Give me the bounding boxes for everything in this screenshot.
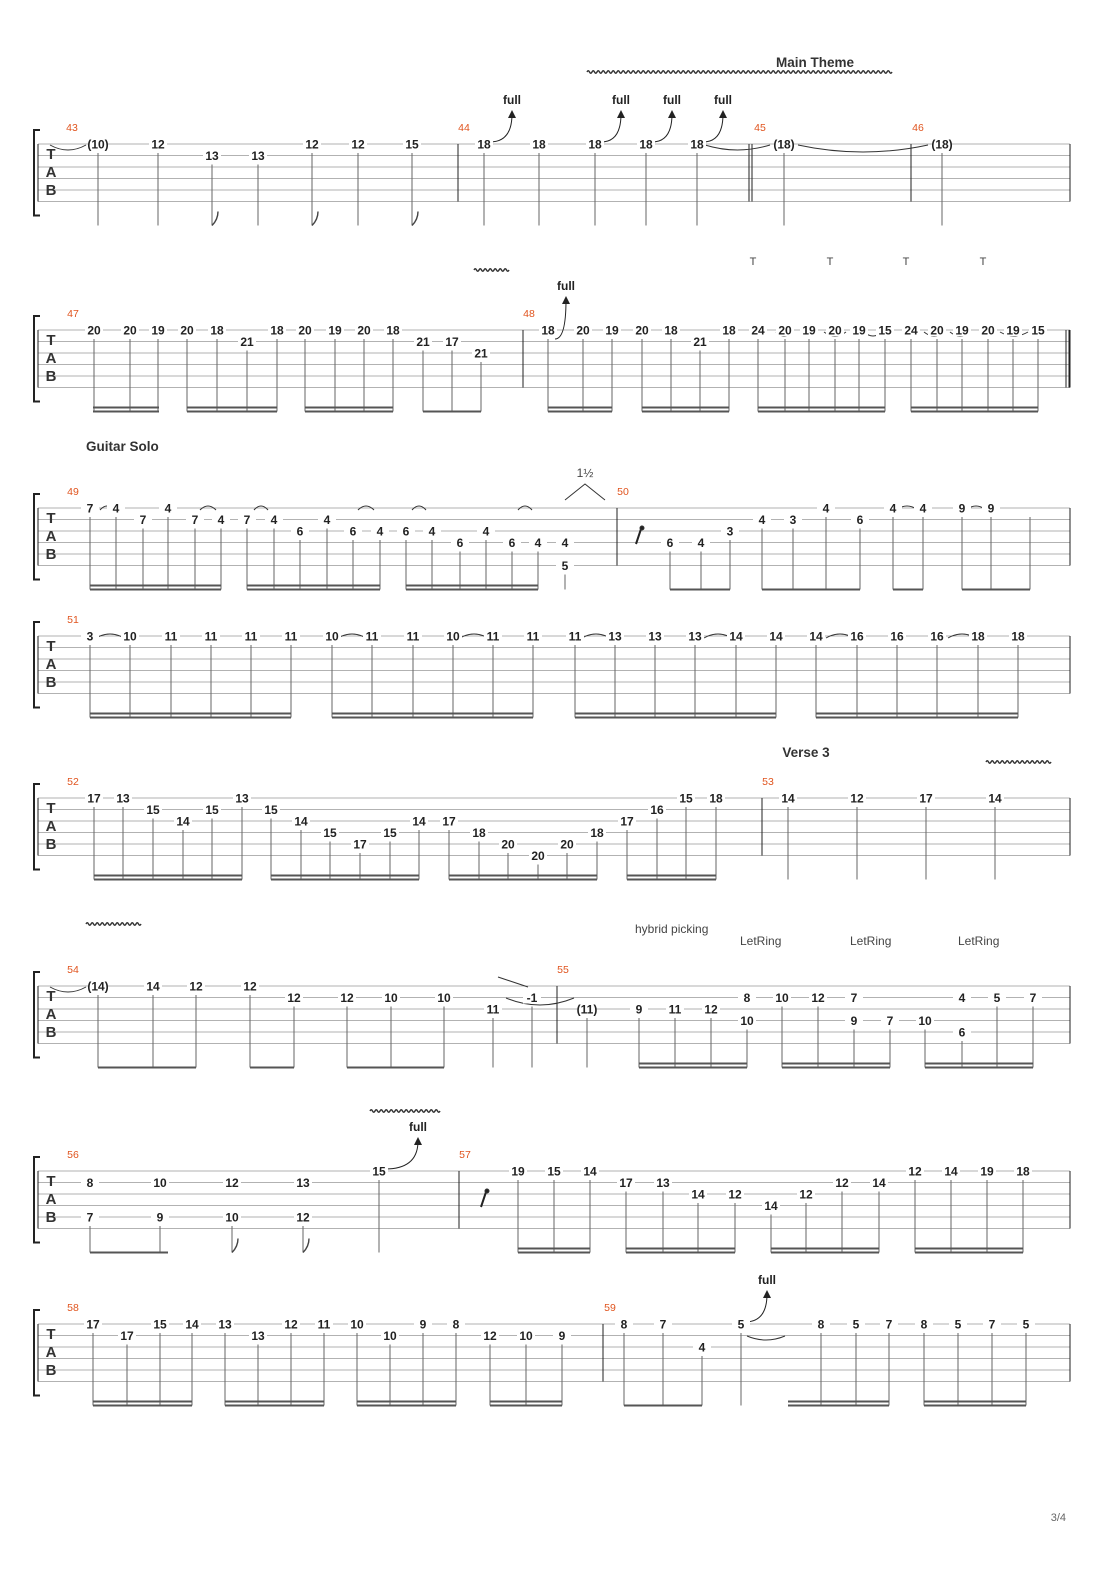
fret-number: 18 bbox=[532, 137, 546, 152]
fret-number: 7 bbox=[86, 1210, 94, 1225]
tap-marker: T bbox=[902, 256, 910, 268]
fret-number: 13 bbox=[251, 149, 265, 163]
tab-clef-b: B bbox=[45, 546, 57, 563]
fret-number: 17 bbox=[120, 1329, 134, 1343]
fret-number: 12 bbox=[835, 1176, 849, 1190]
fret-number: 12 bbox=[351, 137, 365, 152]
fret-number: 17 bbox=[619, 1176, 633, 1190]
tab-clef-a: A bbox=[45, 1344, 57, 1361]
fret-number: 10 bbox=[383, 1329, 397, 1343]
fret-number: 11 bbox=[486, 1002, 500, 1017]
tap-marker: T bbox=[749, 256, 757, 268]
fret-number: 4 bbox=[164, 501, 172, 516]
fret-number: 15 bbox=[372, 1164, 386, 1179]
fret-number: 18 bbox=[690, 137, 704, 152]
fret-number: 15 bbox=[146, 803, 160, 817]
fret-number: 12 bbox=[483, 1329, 497, 1343]
fret-number: 21 bbox=[416, 335, 430, 349]
measure-number: 57 bbox=[459, 1149, 471, 1161]
fret-number: 19 bbox=[511, 1164, 525, 1179]
fret-number: 10 bbox=[225, 1210, 239, 1225]
bend-label: full bbox=[758, 1273, 776, 1287]
measure-number: 54 bbox=[67, 964, 79, 976]
fret-number: 19 bbox=[605, 323, 619, 338]
fret-number: 19 bbox=[328, 323, 342, 338]
fret-number: 18 bbox=[477, 137, 491, 152]
tab-clef-b: B bbox=[45, 1362, 57, 1379]
tap-marker: T bbox=[979, 256, 987, 268]
tab-clef-b: B bbox=[45, 836, 57, 853]
fret-number: 15 bbox=[1031, 323, 1045, 338]
note-flag bbox=[312, 212, 318, 226]
bend-label: full bbox=[612, 93, 630, 107]
bend-arrow bbox=[385, 1141, 418, 1169]
fret-number: 12 bbox=[296, 1210, 310, 1225]
fret-number: 6 bbox=[508, 536, 516, 550]
section-title-guitar-solo: Guitar Solo bbox=[86, 439, 159, 454]
measure-number: 45 bbox=[754, 122, 766, 134]
fret-number: 20 bbox=[778, 323, 792, 338]
fret-number: 20 bbox=[531, 849, 545, 863]
fret-number: 6 bbox=[856, 513, 864, 527]
fret-number: 15 bbox=[153, 1317, 167, 1332]
fret-number: 6 bbox=[958, 1025, 966, 1040]
fret-number: 9 bbox=[156, 1210, 164, 1225]
fret-number: 20 bbox=[560, 837, 574, 852]
fret-number: 12 bbox=[287, 991, 301, 1005]
tab-clef-b: B bbox=[45, 182, 57, 199]
fret-number: 14 bbox=[809, 629, 823, 644]
fret-number: 18 bbox=[664, 323, 678, 338]
tab-clef-a: A bbox=[45, 1006, 57, 1023]
fret-number: 12 bbox=[340, 991, 354, 1005]
fret-number: 16 bbox=[650, 803, 664, 817]
fret-number: 17 bbox=[445, 335, 459, 349]
fret-number: 16 bbox=[890, 629, 904, 644]
fret-number: 19 bbox=[955, 323, 969, 338]
release-line bbox=[498, 977, 528, 987]
fret-number: 11 bbox=[284, 629, 298, 644]
fret-number: 8 bbox=[452, 1317, 460, 1332]
let-ring-label: LetRing bbox=[740, 934, 782, 948]
fret-number: 12 bbox=[243, 979, 257, 994]
fret-number: 12 bbox=[704, 1002, 718, 1017]
fret-number: 15 bbox=[264, 803, 278, 817]
fret-number: 10 bbox=[519, 1329, 533, 1343]
measure-number: 52 bbox=[67, 776, 79, 788]
fret-number: 15 bbox=[405, 137, 419, 152]
fret-number: 10 bbox=[918, 1014, 932, 1028]
fret-number: 18 bbox=[1011, 629, 1025, 644]
fret-number: 13 bbox=[296, 1176, 310, 1190]
fret-number: 10 bbox=[153, 1176, 167, 1190]
fret-number: 6 bbox=[296, 524, 304, 539]
fret-number: 11 bbox=[365, 629, 379, 644]
fret-number: 10 bbox=[446, 629, 460, 644]
fret-number: 11 bbox=[406, 629, 420, 644]
fret-number: 4 bbox=[561, 536, 569, 550]
fret-number: 15 bbox=[383, 826, 397, 840]
fret-number: 4 bbox=[958, 991, 966, 1005]
fret-number: 20 bbox=[123, 323, 137, 338]
fret-number: 14 bbox=[872, 1176, 886, 1190]
fret-number: 10 bbox=[325, 629, 339, 644]
fret-number: 18 bbox=[971, 629, 985, 644]
fret-number: 14 bbox=[294, 814, 308, 829]
fret-number: 4 bbox=[217, 513, 225, 527]
fret-number: 20 bbox=[357, 323, 371, 338]
fret-number: 14 bbox=[729, 629, 743, 644]
tab-clef-b: B bbox=[45, 1209, 57, 1226]
fret-number: 12 bbox=[151, 137, 165, 152]
fret-number: 10 bbox=[123, 629, 137, 644]
fret-number: 10 bbox=[350, 1317, 364, 1332]
tab-clef-a: A bbox=[45, 350, 57, 367]
fret-number: 19 bbox=[1006, 323, 1020, 338]
fret-number: 15 bbox=[547, 1164, 561, 1179]
fret-number: 17 bbox=[86, 1317, 100, 1332]
fret-number: 14 bbox=[988, 791, 1002, 806]
fret-number: 9 bbox=[558, 1329, 566, 1343]
fret-number: 12 bbox=[728, 1187, 742, 1202]
bend-label: full bbox=[714, 93, 732, 107]
fret-number: 7 bbox=[886, 1014, 894, 1028]
fret-number: 7 bbox=[243, 513, 251, 527]
hybrid-picking-label: hybrid picking bbox=[635, 922, 709, 936]
fret-number: 14 bbox=[764, 1199, 778, 1213]
fret-number: 10 bbox=[775, 991, 789, 1005]
section-title-verse-3: Verse 3 bbox=[782, 745, 830, 760]
fret-number: 17 bbox=[620, 814, 634, 829]
fret-number: 12 bbox=[189, 979, 203, 994]
fret-number: 15 bbox=[878, 323, 892, 338]
measure-number: 49 bbox=[67, 486, 79, 498]
vibrato-wave bbox=[474, 269, 509, 272]
measure-number: 47 bbox=[67, 308, 79, 320]
bend-amount: 1½ bbox=[576, 466, 594, 480]
fret-number: 7 bbox=[139, 513, 147, 527]
fret-number: 15 bbox=[323, 826, 337, 840]
tab-clef-a: A bbox=[45, 164, 57, 181]
measure-number: 43 bbox=[66, 122, 78, 134]
measure-number: 51 bbox=[67, 614, 79, 626]
measure-number: 50 bbox=[617, 486, 629, 498]
fret-number: 9 bbox=[987, 501, 995, 516]
fret-number: 13 bbox=[218, 1317, 232, 1332]
tab-clef-a: A bbox=[45, 528, 57, 545]
fret-number: 8 bbox=[920, 1317, 928, 1332]
fret-number: 7 bbox=[659, 1317, 667, 1332]
fret-number: 14 bbox=[146, 979, 160, 994]
vibrato-wave-main bbox=[587, 71, 892, 74]
fret-number: 4 bbox=[376, 524, 384, 539]
fret-number: 14 bbox=[176, 814, 190, 829]
fret-number: 13 bbox=[205, 149, 219, 163]
tie-slur bbox=[747, 1336, 785, 1340]
fret-number: (11) bbox=[576, 1002, 598, 1017]
measure-number: 55 bbox=[557, 964, 569, 976]
fret-number: 4 bbox=[697, 536, 705, 550]
fret-number: 12 bbox=[799, 1187, 813, 1202]
tie-slur bbox=[798, 145, 928, 152]
fret-number: 7 bbox=[850, 991, 858, 1005]
fret-number: 11 bbox=[204, 629, 218, 644]
fret-number: 4 bbox=[534, 536, 542, 550]
fret-number: 18 bbox=[270, 323, 284, 338]
tab-clef-t: T bbox=[46, 1326, 56, 1343]
bend-caret bbox=[565, 484, 605, 500]
fret-number: 4 bbox=[698, 1340, 706, 1355]
fret-number: 18 bbox=[1016, 1164, 1030, 1179]
tab-clef-a: A bbox=[45, 1191, 57, 1208]
staff-sys1 bbox=[34, 130, 1070, 216]
tab-clef-b: B bbox=[45, 1024, 57, 1041]
fret-number: 7 bbox=[988, 1317, 996, 1332]
fret-number: 13 bbox=[251, 1329, 265, 1343]
fret-number: 20 bbox=[501, 837, 515, 852]
fret-number: 13 bbox=[656, 1176, 670, 1190]
fret-number: 6 bbox=[349, 524, 357, 539]
vibrato-wave bbox=[986, 761, 1051, 764]
measure-number: 58 bbox=[67, 1302, 79, 1314]
fret-number: 11 bbox=[164, 629, 178, 644]
fret-number: 12 bbox=[850, 791, 864, 806]
fret-number: 7 bbox=[191, 513, 199, 527]
fret-number: 15 bbox=[205, 803, 219, 817]
fret-number: 17 bbox=[919, 791, 933, 806]
vibrato-wave bbox=[370, 1110, 440, 1113]
fret-number: 4 bbox=[112, 501, 120, 516]
fret-number: 20 bbox=[828, 323, 842, 338]
fret-number: (14) bbox=[87, 979, 109, 994]
fret-number: 24 bbox=[751, 323, 765, 338]
fret-number: 5 bbox=[561, 559, 569, 573]
fret-number: 13 bbox=[116, 791, 130, 806]
fret-number: 11 bbox=[568, 629, 582, 644]
measure-number: 48 bbox=[523, 308, 535, 320]
tab-clef-t: T bbox=[46, 800, 56, 817]
section-title-main-theme: Main Theme bbox=[775, 55, 855, 70]
tie-slur bbox=[705, 145, 770, 150]
fret-number: 4 bbox=[270, 513, 278, 527]
tap-marker: T bbox=[826, 256, 834, 268]
measure-number: 59 bbox=[604, 1302, 616, 1314]
fret-number: 18 bbox=[210, 323, 224, 338]
measure-number: 44 bbox=[458, 122, 470, 134]
fret-number: 11 bbox=[317, 1317, 331, 1332]
fret-number: 16 bbox=[850, 629, 864, 644]
fret-number: 24 bbox=[904, 323, 918, 338]
fret-number: 5 bbox=[954, 1317, 962, 1332]
tab-clef-t: T bbox=[46, 332, 56, 349]
fret-number: 14 bbox=[185, 1317, 199, 1332]
fret-number: 13 bbox=[688, 629, 702, 644]
fret-number: 17 bbox=[353, 837, 367, 852]
fret-number: 4 bbox=[889, 501, 897, 516]
fret-number: 8 bbox=[620, 1317, 628, 1332]
fret-number: 6 bbox=[402, 524, 410, 539]
measure-number: 56 bbox=[67, 1149, 79, 1161]
measure-number: 53 bbox=[762, 776, 774, 788]
bend-arrow bbox=[490, 114, 512, 142]
fret-number: 13 bbox=[648, 629, 662, 644]
fret-number: 19 bbox=[852, 323, 866, 338]
fret-number: 15 bbox=[679, 791, 693, 806]
note-flag bbox=[232, 1239, 238, 1253]
fret-number: 12 bbox=[305, 137, 319, 152]
fret-number: 11 bbox=[526, 629, 540, 644]
rest-dot bbox=[640, 526, 644, 530]
let-ring-label: LetRing bbox=[958, 934, 1000, 948]
fret-number: 20 bbox=[180, 323, 194, 338]
fret-number: 16 bbox=[930, 629, 944, 644]
fret-number: 5 bbox=[1022, 1317, 1030, 1332]
fret-number: 21 bbox=[240, 335, 254, 349]
fret-number: 14 bbox=[781, 791, 795, 806]
fret-number: 4 bbox=[428, 524, 436, 539]
staff-sys4 bbox=[34, 622, 1070, 708]
fret-number: 14 bbox=[944, 1164, 958, 1179]
fret-number: 20 bbox=[981, 323, 995, 338]
fret-number: 12 bbox=[225, 1176, 239, 1190]
fret-number: 17 bbox=[442, 814, 456, 829]
bend-label: full bbox=[409, 1120, 427, 1134]
fret-number: 18 bbox=[588, 137, 602, 152]
fret-number: 11 bbox=[486, 629, 500, 644]
fret-number: 5 bbox=[737, 1317, 745, 1332]
fret-number: (10) bbox=[87, 137, 109, 152]
fret-number: 20 bbox=[576, 323, 590, 338]
fret-number: 9 bbox=[958, 501, 966, 516]
page-number: 3/4 bbox=[1050, 1512, 1066, 1524]
fret-number: 11 bbox=[668, 1002, 682, 1017]
tab-clef-t: T bbox=[46, 510, 56, 527]
fret-number: 3 bbox=[86, 629, 94, 644]
tab-clef-t: T bbox=[46, 638, 56, 655]
fret-number: 7 bbox=[885, 1317, 893, 1332]
fret-number: 18 bbox=[722, 323, 736, 338]
tab-clef-t: T bbox=[46, 988, 56, 1005]
fret-number: 21 bbox=[474, 346, 488, 361]
fret-number: 20 bbox=[930, 323, 944, 338]
tab-clef-b: B bbox=[45, 674, 57, 691]
fret-number: 5 bbox=[852, 1317, 860, 1332]
fret-number: 9 bbox=[635, 1002, 643, 1017]
fret-number: 18 bbox=[709, 791, 723, 806]
note-flag bbox=[212, 212, 218, 226]
fret-number: 7 bbox=[86, 501, 94, 516]
fret-number: -1 bbox=[526, 991, 538, 1005]
fret-number: 9 bbox=[850, 1014, 858, 1028]
fret-number: 4 bbox=[323, 513, 331, 527]
fret-number: (18) bbox=[773, 137, 795, 152]
fret-number: 12 bbox=[908, 1164, 922, 1179]
fret-number: 19 bbox=[980, 1164, 994, 1179]
fret-number: 18 bbox=[590, 826, 604, 840]
tab-clef-a: A bbox=[45, 818, 57, 835]
fret-number: 18 bbox=[541, 323, 555, 338]
fret-number: 14 bbox=[769, 629, 783, 644]
fret-number: 3 bbox=[726, 524, 734, 539]
fret-number: 7 bbox=[1029, 991, 1037, 1005]
fret-number: 6 bbox=[666, 536, 674, 550]
fret-number: 6 bbox=[456, 536, 464, 550]
fret-number: 19 bbox=[151, 323, 165, 338]
note-flag bbox=[412, 212, 418, 226]
rest-dot bbox=[485, 1189, 489, 1193]
fret-number: 20 bbox=[298, 323, 312, 338]
fret-number: 8 bbox=[86, 1176, 94, 1190]
fret-number: 19 bbox=[802, 323, 816, 338]
fret-number: 18 bbox=[386, 323, 400, 338]
fret-number: 18 bbox=[472, 826, 486, 840]
fret-number: 18 bbox=[639, 137, 653, 152]
fret-number: 12 bbox=[284, 1317, 298, 1332]
fret-number: 17 bbox=[87, 791, 101, 806]
fret-number: 10 bbox=[384, 991, 398, 1005]
fret-number: 20 bbox=[87, 323, 101, 338]
bend-label: full bbox=[663, 93, 681, 107]
fret-number: 5 bbox=[993, 991, 1001, 1005]
fret-number: 4 bbox=[919, 501, 927, 516]
fret-number: 14 bbox=[691, 1187, 705, 1202]
fret-number: (18) bbox=[931, 137, 953, 152]
fret-number: 8 bbox=[817, 1317, 825, 1332]
fret-number: 8 bbox=[743, 991, 751, 1005]
measure-number: 46 bbox=[912, 122, 924, 134]
note-flag bbox=[303, 1239, 309, 1253]
let-ring-label: LetRing bbox=[850, 934, 892, 948]
fret-number: 13 bbox=[608, 629, 622, 644]
fret-number: 10 bbox=[740, 1014, 754, 1028]
fret-number: 4 bbox=[822, 501, 830, 516]
fret-number: 14 bbox=[583, 1164, 597, 1179]
fret-number: 14 bbox=[412, 814, 426, 829]
bend-label: full bbox=[503, 93, 521, 107]
tab-clef-b: B bbox=[45, 368, 57, 385]
fret-number: 13 bbox=[235, 791, 249, 806]
fret-number: 20 bbox=[635, 323, 649, 338]
tab-clef-a: A bbox=[45, 656, 57, 673]
fret-number: 4 bbox=[758, 513, 766, 527]
fret-number: 12 bbox=[811, 991, 825, 1005]
fret-number: 4 bbox=[482, 524, 490, 539]
vibrato-wave bbox=[86, 923, 141, 926]
fret-number: 21 bbox=[693, 335, 707, 349]
tab-clef-t: T bbox=[46, 1173, 56, 1190]
fret-number: 11 bbox=[244, 629, 258, 644]
fret-number: 9 bbox=[419, 1317, 427, 1332]
tab-clef-t: T bbox=[46, 146, 56, 163]
fret-number: 10 bbox=[437, 991, 451, 1005]
bend-label: full bbox=[557, 279, 575, 293]
fret-number: 3 bbox=[789, 513, 797, 527]
